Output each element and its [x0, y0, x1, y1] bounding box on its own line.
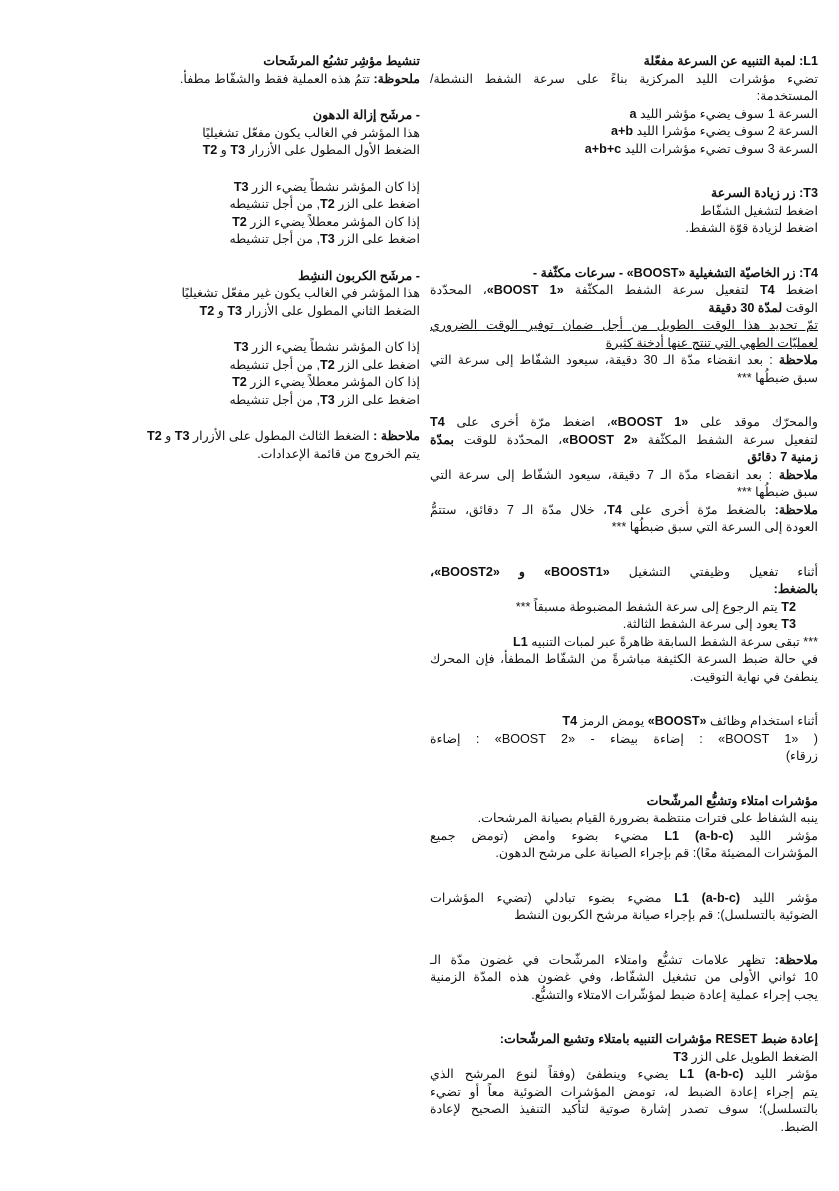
text-segment: أثناء استخدام وظائف	[706, 714, 818, 728]
text-segment: زرقاء)	[785, 749, 818, 763]
text-line	[102, 428, 420, 446]
text-segment: هذا المؤشر في الغالب يكون غير مفعّل تشغيليًا	[181, 286, 420, 300]
paragraph-spacer	[102, 160, 420, 179]
text-line	[430, 123, 818, 141]
text-line	[430, 634, 818, 652]
text-line	[102, 392, 420, 410]
text-segment: : بعد انقضاء مدّة الـ 30 دقيقة، سيعود الشفّاط إلى سرعة التي	[430, 353, 779, 367]
bold-text: T2	[320, 357, 335, 372]
text-segment: بالتسلسل)؛ سوف تصدر إشارة صوتية لتأكيد التنفيذ الصحيح لإعادة	[430, 1102, 818, 1116]
text-line	[430, 651, 818, 669]
paragraph-spacer	[430, 925, 818, 952]
bold-text: a+b	[611, 124, 634, 138]
text-segment: يتم الرجوع إلى سرعة الشفط المضبوطة مسبقاً ***	[515, 599, 782, 614]
text-segment: أثناء تفعيل وظيفتي التشغيل	[609, 564, 818, 579]
text-segment: مؤشر الليد	[733, 828, 819, 843]
bold-text: T3	[781, 617, 796, 631]
text-segment: مؤشر الليد	[743, 1067, 819, 1081]
bold-text: T3	[233, 340, 249, 354]
bold-text: T4	[759, 283, 775, 297]
text-segment: مضيء بضوء وامض (تومض جميع	[430, 828, 665, 843]
text-segment: ، خلال مدّة الـ 7 دقائق، ستتمُّ	[430, 502, 608, 517]
bold-text: T2	[202, 143, 218, 157]
text-line	[430, 952, 818, 970]
text-line	[430, 141, 818, 159]
text-segment: الوقت	[782, 300, 818, 315]
text-line	[430, 1066, 818, 1084]
bold-text: مؤشرات امتلاء وتشبُّع المرشّحات	[646, 793, 818, 808]
bold-text: T4: زر الخاصيّة التشغيلية «BOOST» - سرعات مكثّفة -	[532, 265, 818, 280]
bold-text: L1 (a-b-c)	[679, 1067, 744, 1081]
text-segment: , من أجل تنشيطه	[229, 392, 321, 407]
bold-text: - مرشَح إزالة الدهون	[312, 108, 420, 122]
bold-text: ملاحظة	[778, 353, 818, 367]
bold-text: تنشيط مؤشِر تشبُع المرشَحات	[263, 54, 420, 68]
text-segment: الضبط.	[780, 1119, 818, 1134]
text-segment: يجب إجراء عملية إعادة ضبط لمؤشّرات الامتلاء والتشبُّع.	[531, 987, 818, 1002]
text-segment: : بعد انقضاء مدّة الـ 7 دقيقة، سيعود الشفّاط إلى سرعة التي	[430, 467, 779, 482]
text-segment: يتم إجراء إعادة الضبط له، تومض المؤشرات الضوئية معاً أو تضيء	[430, 1084, 818, 1099]
text-segment: , من أجل تنشيطه	[229, 197, 321, 211]
bold-text: ملحوظة:	[373, 71, 420, 86]
bold-text: T2	[781, 599, 796, 614]
text-line	[430, 203, 818, 221]
bold-text: - مرشَح الكربون النشِط	[298, 268, 420, 283]
text-line	[430, 352, 818, 370]
bold-text: a	[629, 106, 637, 121]
text-segment: بالضغط مرّة أخرى على	[621, 502, 775, 517]
paragraph-spacer	[430, 158, 818, 185]
text-line	[430, 370, 818, 388]
text-line	[430, 317, 818, 335]
bold-text: T3	[320, 392, 335, 407]
text-segment: يومض الرمز	[577, 714, 648, 728]
bold-text: T3	[227, 303, 243, 318]
paragraph-spacer	[430, 686, 818, 713]
bold-text: بمدّة	[430, 432, 454, 447]
bold-text: T3	[230, 143, 246, 157]
text-line	[102, 214, 420, 232]
bold-text: «BOOST 1»	[486, 283, 564, 297]
text-line	[430, 265, 818, 283]
text-line	[430, 484, 818, 502]
text-line	[102, 285, 420, 303]
text-segment: هذا المؤشر في الغالب يكون مفعّل تشغيليًا	[202, 125, 420, 140]
text-segment: المؤشرات المضيئة معًا): قم بإجراء الصيانة على مرشح الدهون.	[495, 846, 818, 860]
text-segment: السرعة 3 سوف تضيء مؤشرات الليد	[621, 141, 818, 156]
bold-text: T2	[147, 429, 162, 443]
paragraph-spacer	[102, 409, 420, 428]
text-segment: و	[161, 429, 175, 443]
text-line	[102, 142, 420, 160]
text-segment: والمحرّك موقد على	[688, 415, 818, 429]
text-line	[430, 106, 818, 124]
paragraph-spacer	[430, 766, 818, 793]
text-line	[430, 748, 818, 766]
text-line	[430, 282, 818, 300]
text-line	[430, 1031, 818, 1049]
text-segment: تضيء مؤشرات الليد المركزية بناءً على سرعة الشفط النشطة/	[430, 71, 818, 86]
text-segment: , من أجل تنشيطه	[229, 232, 321, 246]
bold-text: ملاحظة:	[774, 952, 818, 967]
bold-text: L1: لمبة التنبيه عن السرعة مفعّلة	[643, 54, 818, 68]
bold-text: بالضغط:	[773, 582, 818, 596]
paragraph-spacer	[430, 1004, 818, 1031]
text-segment: تظهر علامات تشبُّع وامتلاء المرشّحات في غضون مدّة الـ	[430, 952, 775, 967]
text-line	[430, 987, 818, 1005]
text-segment: اضغط لتشغيل الشفّاط	[700, 203, 818, 218]
underlined-text: تمّ تحديد هذا الوقت الطويل من أجل ضمان توفير الوقت الضروري	[430, 318, 818, 332]
text-segment: و	[217, 143, 231, 157]
text-line	[102, 339, 420, 357]
left-column	[102, 53, 420, 463]
text-line	[430, 414, 818, 432]
bold-text: T4	[430, 415, 445, 429]
bold-text: ملاحظة	[778, 467, 818, 482]
text-line	[430, 669, 818, 687]
text-segment: مؤشر الليد	[740, 890, 818, 905]
underlined-text: لعمليّات الطهي التي تنتج عنها أدخنة كثيرة	[605, 335, 818, 350]
text-segment: ، المحدّدة للوقت	[454, 432, 563, 447]
bold-text: T3	[673, 1049, 688, 1064]
text-line	[102, 231, 420, 249]
text-segment: الضوئية بالتسلسل): قم بإجراء صيانة مرشح الكربون النشط	[514, 908, 818, 922]
text-line	[430, 432, 818, 450]
text-segment: السرعة 2 سوف يضيء مؤشرا الليد	[633, 124, 818, 138]
text-line	[430, 1084, 818, 1102]
bold-text: L1 (a-b-c)	[674, 890, 741, 905]
paragraph-spacer	[102, 320, 420, 339]
text-line	[430, 1119, 818, 1137]
text-segment: الضغط الثالث المطول على الأزرار	[189, 429, 374, 443]
text-line	[430, 220, 818, 238]
bold-text: زمنية 7 دقائق	[747, 450, 818, 464]
bold-text: T3: زر زيادة السرعة	[711, 186, 818, 200]
bold-text: T4	[607, 502, 622, 517]
paragraph-spacer	[430, 863, 818, 890]
text-segment: اضغط	[774, 283, 818, 297]
paragraph-spacer	[102, 88, 420, 107]
text-line	[102, 196, 420, 214]
text-line	[430, 907, 818, 925]
text-segment: , من أجل تنشيطه	[229, 357, 321, 372]
text-segment: تتمُ هذه العملية فقط والشفّاط مطفأ.	[179, 71, 374, 86]
bold-text: T3	[320, 232, 335, 246]
text-segment: إذا كان المؤشر نشطاً يضيء الزر	[248, 340, 420, 354]
text-segment: اضغط لزيادة قوّة الشفط.	[685, 221, 818, 235]
text-line	[102, 53, 420, 71]
text-line	[430, 335, 818, 353]
text-line	[430, 53, 818, 71]
text-line	[430, 449, 818, 467]
text-segment: لتفعيل سرعة الشفط المكثّفة	[637, 432, 818, 447]
text-segment: يعود إلى سرعة الشفط الثالثة.	[622, 617, 782, 631]
text-segment: اضغط على الزر	[334, 357, 420, 372]
paragraph-spacer	[430, 238, 818, 265]
text-line	[430, 969, 818, 987]
text-line	[102, 179, 420, 197]
bold-text: ملاحظة:	[774, 502, 818, 517]
bold-text: «BOOST 2»	[562, 432, 638, 447]
text-line	[102, 71, 420, 89]
bold-text: L1	[513, 634, 528, 649]
text-line	[102, 107, 420, 125]
text-segment: *** تبقى سرعة الشفط السابقة ظاهرةً عبر لمبات التنبيه	[527, 634, 818, 649]
bold-text: T2	[320, 197, 335, 211]
text-line	[102, 125, 420, 143]
text-segment: الضغط الطويل على الزر	[687, 1049, 818, 1064]
text-line	[102, 446, 420, 464]
text-line	[430, 890, 818, 908]
text-segment: في حالة ضبط السرعة الكثيفة مباشرةً من الشفّاط المطفأ، فإن المحرك	[430, 652, 818, 666]
paragraph-spacer	[430, 537, 818, 564]
bold-text: T3	[174, 429, 190, 443]
text-segment: سبق ضبطُها ***	[736, 370, 818, 385]
text-segment: إذا كان المؤشر معطلاً يضيء الزر	[246, 375, 420, 389]
text-line	[430, 88, 818, 106]
text-segment: المستخدمة:	[756, 89, 818, 103]
text-line	[430, 599, 818, 617]
text-line	[102, 374, 420, 392]
bold-text: «BOOST 1»	[610, 415, 689, 429]
bold-text: T4	[562, 714, 578, 728]
text-line	[430, 845, 818, 863]
text-line	[430, 300, 818, 318]
text-segment: اضغط على الزر	[334, 392, 420, 407]
bold-text: L1 (a-b-c)	[664, 828, 734, 843]
text-segment: مضيء بضوء تبادلي (تضيء المؤشرات	[430, 890, 675, 905]
text-segment: يضيء وينطفئ (وفقاً لنوع المرشح الذي	[430, 1067, 680, 1081]
text-segment: اضغط على الزر	[334, 232, 420, 246]
text-segment: 10 ثواني الأولى من تشغيل الشفّاط، وفي غضون هذه المدّة الزمنية	[430, 970, 818, 984]
text-segment: اضغط على الزر	[334, 197, 420, 211]
bold-text: «BOOST»	[647, 714, 707, 728]
text-line	[102, 268, 420, 286]
text-segment: ، المحدّدة	[430, 283, 487, 297]
bold-text: T3	[233, 179, 249, 194]
text-line	[430, 185, 818, 203]
text-line	[430, 467, 818, 485]
text-segment: و	[214, 303, 228, 318]
text-line	[430, 519, 818, 537]
text-segment: ، اضغط مرّة أخرى على	[444, 415, 611, 429]
text-segment: الضغط الثاني المطول على الأزرار	[242, 303, 420, 318]
text-line	[430, 713, 818, 731]
bold-text: T2	[199, 303, 215, 318]
bold-text: T2	[232, 375, 247, 389]
text-segment: سبق ضبطُها ***	[736, 485, 818, 499]
bold-text: a+b+c	[584, 141, 622, 156]
text-segment: ( «BOOST 1» : إضاءة بيضاء - «BOOST 2» : إضاءة	[430, 731, 818, 746]
text-line	[102, 357, 420, 375]
text-line	[430, 828, 818, 846]
text-line	[430, 731, 818, 749]
bold-text: لمدّة 30 دقيقة	[708, 300, 783, 315]
text-segment: لتفعيل سرعة الشفط المكثّفة	[563, 283, 760, 297]
text-segment: السرعة 1 سوف يضيء مؤشر الليد	[636, 106, 818, 121]
text-line	[430, 793, 818, 811]
text-line	[430, 581, 818, 599]
text-line	[430, 1101, 818, 1119]
text-segment: العودة إلى السرعة التي سبق ضبطُها ***	[611, 520, 818, 534]
text-segment: إذا كان المؤشر معطلاً يضيء الزر	[246, 214, 420, 229]
text-line	[430, 1049, 818, 1067]
right-column	[430, 53, 818, 1136]
text-line	[430, 616, 818, 634]
bold-text: ملاحظة :	[373, 429, 420, 443]
text-line	[430, 502, 818, 520]
text-segment: إذا كان المؤشر نشطاً يضيء الزر	[248, 179, 420, 194]
text-segment: ينبه الشفاط على فترات منتظمة بضرورة القيام بصيانة المرشحات.	[477, 811, 818, 825]
text-line	[430, 71, 818, 89]
text-line	[102, 303, 420, 321]
paragraph-spacer	[430, 387, 818, 414]
text-segment: الضغط الأول المطول على الأزرار	[245, 143, 420, 157]
text-line	[430, 810, 818, 828]
text-segment: ينطفئ في نهاية التوقيت.	[689, 669, 818, 684]
bold-text: «BOOST1» و «BOOST2»،	[430, 564, 610, 579]
bold-text: T2	[232, 214, 247, 229]
paragraph-spacer	[102, 249, 420, 268]
bold-text: إعادة ضبط RESET مؤشرات التنبيه بامتلاء وتشبع المرشّحات:	[499, 1032, 818, 1046]
text-segment: يتم الخروج من قائمة الإعدادات.	[257, 446, 420, 461]
text-line	[430, 564, 818, 582]
